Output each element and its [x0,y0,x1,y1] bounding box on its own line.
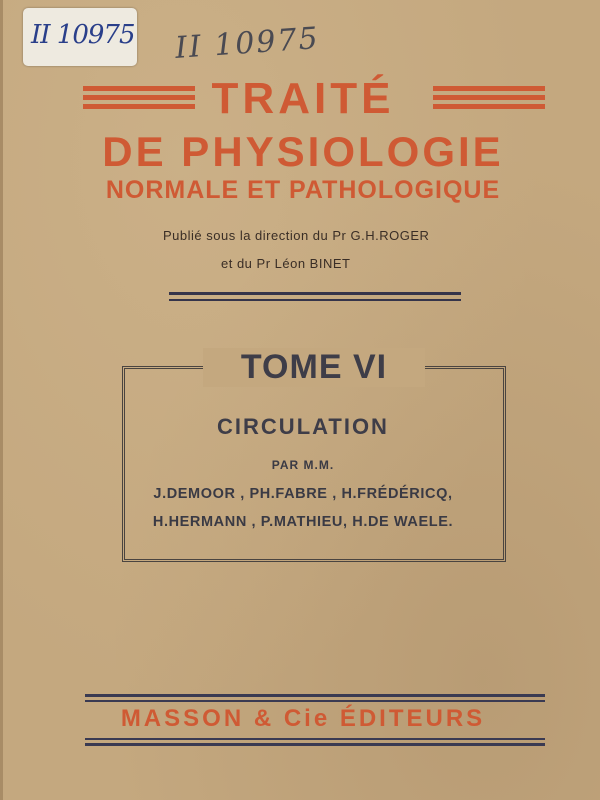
handwritten-inventory-number: II 10975 [173,20,321,67]
editorial-direction-line1: Publié sous la direction du Pr G.H.ROGER [163,228,430,243]
editorial-direction-line2: et du Pr Léon BINET [221,256,351,271]
publisher-rule-bottom [85,738,545,746]
authors-line1: J.DEMOOR , PH.FABRE , H.FRÉDÉRICQ, [153,486,453,502]
title-normale-pathologique: NORMALE ET PATHOLOGIQUE [105,176,501,204]
title-traite: TRAITÉ [211,74,395,123]
volume-subject: CIRCULATION [217,414,389,439]
publisher-name: MASSON & Cie ÉDITEURS [120,705,486,732]
double-rule-divider [169,292,461,301]
sticker-number: II 10975 [31,20,135,50]
title-physiologie: DE PHYSIOLOGIE [102,128,504,175]
library-sticker [23,8,137,66]
authors-intro: PAR M.M. [271,458,335,472]
tome-number: TOME VI [203,348,425,387]
authors-line2: H.HERMANN , P.MATHIEU, H.DE WAELE. [152,514,454,530]
publisher-rule-top [85,694,545,702]
